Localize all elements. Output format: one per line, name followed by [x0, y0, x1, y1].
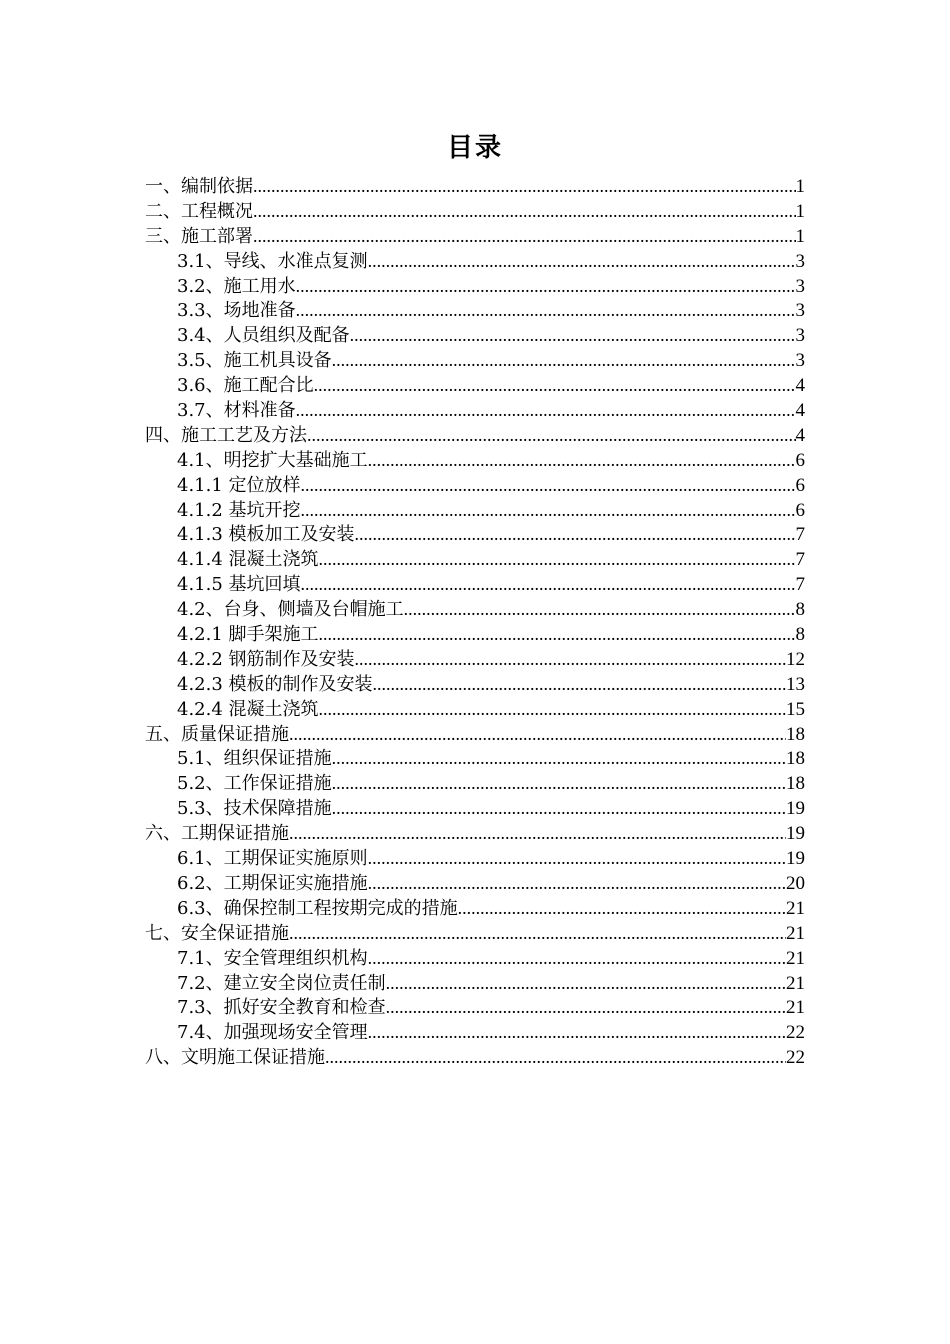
toc-entry-page-number: 3	[795, 250, 805, 272]
toc-entry[interactable]	[145, 896, 805, 921]
table-of-contents	[145, 174, 805, 1070]
toc-entry[interactable]	[145, 448, 805, 473]
toc-entry-label: 4.2.4 混凝土浇筑	[177, 698, 319, 720]
toc-entry[interactable]	[145, 871, 805, 896]
toc-entry-label: 三、施工部署	[145, 225, 253, 247]
page-title: 目录	[446, 133, 503, 163]
toc-entry-page-number: 7	[795, 574, 805, 596]
toc-entry-page-number: 21	[786, 897, 805, 919]
toc-entry-page-number: 4	[795, 424, 805, 446]
toc-entry[interactable]	[145, 995, 805, 1020]
toc-entry-label: 7.1、安全管理组织机构	[177, 947, 368, 969]
toc-entry[interactable]	[145, 722, 805, 747]
toc-entry-page-number: 22	[786, 1047, 805, 1069]
dot-leader	[319, 622, 796, 647]
toc-entry-page-number: 18	[786, 748, 805, 770]
toc-entry-label: 3.6、施工配合比	[177, 375, 314, 397]
toc-entry-label: 五、质量保证措施	[145, 723, 289, 745]
toc-entry[interactable]	[145, 547, 805, 572]
toc-entry-label: 3.7、材料准备	[177, 400, 296, 422]
dot-leader	[332, 796, 786, 821]
dot-leader	[355, 647, 786, 672]
toc-entry[interactable]	[145, 199, 805, 224]
toc-entry-page-number: 21	[786, 947, 805, 969]
toc-entry-label: 六、工期保证措施	[145, 823, 289, 845]
dot-leader	[368, 448, 796, 473]
dot-leader	[289, 821, 786, 846]
toc-entry-label: 7.4、加强现场安全管理	[177, 1022, 368, 1044]
toc-entry-page-number: 12	[786, 648, 805, 670]
toc-entry-page-number: 7	[795, 524, 805, 546]
toc-entry[interactable]	[145, 323, 805, 348]
toc-entry-label: 一、编制依据	[145, 176, 253, 197]
dot-leader	[332, 771, 786, 796]
dot-leader	[301, 498, 796, 523]
toc-entry-page-number: 22	[786, 1022, 805, 1044]
toc-entry-page-number: 4	[795, 375, 805, 397]
toc-entry[interactable]	[145, 174, 805, 199]
toc-entry-label: 3.2、施工用水	[177, 275, 296, 297]
toc-entry[interactable]	[145, 274, 805, 299]
toc-entry-page-number: 21	[786, 997, 805, 1019]
toc-entry-label: 6.2、工期保证实施措施	[177, 872, 368, 894]
toc-entry-page-number: 6	[795, 499, 805, 521]
toc-entry-label: 4.1.2 基坑开挖	[177, 499, 301, 521]
toc-entry[interactable]	[145, 398, 805, 423]
toc-entry-label: 4.2.1 脚手架施工	[177, 624, 319, 646]
toc-entry[interactable]	[145, 1020, 805, 1045]
dot-leader	[296, 274, 796, 299]
toc-entry-page-number: 4	[795, 400, 805, 422]
toc-entry-label: 七、安全保证措施	[145, 922, 289, 944]
dot-leader	[253, 224, 796, 249]
dot-leader	[368, 249, 796, 274]
toc-entry-page-number: 19	[786, 798, 805, 820]
toc-entry[interactable]	[145, 423, 805, 448]
toc-entry-label: 4.1.4 混凝土浇筑	[177, 549, 319, 571]
dot-leader	[325, 1045, 786, 1070]
toc-entry-label: 3.4、人员组织及配备	[177, 325, 350, 347]
toc-entry-label: 5.3、技术保障措施	[177, 798, 332, 820]
toc-entry[interactable]	[145, 572, 805, 597]
toc-entry-page-number: 6	[795, 474, 805, 496]
dot-leader	[368, 946, 786, 971]
toc-entry-page-number: 20	[786, 872, 805, 894]
dot-leader	[296, 398, 796, 423]
toc-entry-label: 4.1.3 模板加工及安装	[177, 524, 355, 546]
toc-entry-label: 4.2.3 模板的制作及安装	[177, 673, 373, 695]
dot-leader	[301, 473, 796, 498]
toc-entry[interactable]	[145, 473, 805, 498]
dot-leader	[373, 672, 786, 697]
toc-entry-page-number: 8	[795, 624, 805, 646]
toc-entry-label: 二、工程概况	[145, 200, 253, 222]
toc-entry[interactable]	[145, 921, 805, 946]
toc-entry-page-number: 7	[795, 549, 805, 571]
dot-leader	[319, 697, 786, 722]
toc-entry[interactable]	[145, 249, 805, 274]
dot-leader	[319, 547, 796, 572]
toc-entry-label: 6.3、确保控制工程按期完成的措施	[177, 897, 458, 919]
toc-entry-label: 八、文明施工保证措施	[145, 1047, 325, 1069]
dot-leader	[289, 921, 786, 946]
toc-entry-label: 4.1、明挖扩大基础施工	[177, 449, 368, 471]
toc-entry-label: 4.1.1 定位放样	[177, 474, 301, 496]
toc-entry[interactable]	[145, 672, 805, 697]
dot-leader	[355, 522, 796, 547]
toc-entry[interactable]	[145, 597, 805, 622]
toc-entry-page-number: 19	[786, 823, 805, 845]
toc-entry[interactable]	[145, 771, 805, 796]
dot-leader	[350, 323, 796, 348]
toc-entry-page-number: 8	[795, 599, 805, 621]
toc-entry[interactable]	[145, 298, 805, 323]
toc-entry-page-number: 19	[786, 848, 805, 870]
toc-entry[interactable]	[145, 348, 805, 373]
dot-leader	[332, 348, 796, 373]
toc-entry-page-number: 3	[795, 300, 805, 322]
toc-entry[interactable]	[145, 821, 805, 846]
dot-leader	[404, 597, 796, 622]
toc-entry[interactable]	[145, 373, 805, 398]
toc-entry-page-number: 1	[795, 200, 805, 222]
dot-leader	[301, 572, 796, 597]
toc-entry[interactable]	[145, 622, 805, 647]
toc-entry[interactable]	[145, 796, 805, 821]
dot-leader	[368, 1020, 786, 1045]
dot-leader	[386, 971, 786, 996]
toc-entry-page-number: 3	[795, 350, 805, 372]
toc-entry-page-number: 18	[786, 723, 805, 745]
toc-entry-label: 四、施工工艺及方法	[145, 424, 307, 446]
toc-entry[interactable]	[145, 224, 805, 249]
toc-entry[interactable]	[145, 647, 805, 672]
dot-leader	[253, 174, 796, 199]
toc-entry-label: 5.2、工作保证措施	[177, 773, 332, 795]
toc-entry-page-number: 13	[786, 673, 805, 695]
toc-entry[interactable]	[145, 1045, 805, 1070]
dot-leader	[458, 896, 786, 921]
toc-entry-label: 6.1、工期保证实施原则	[177, 848, 368, 870]
dot-leader	[386, 995, 786, 1020]
toc-entry-page-number: 21	[786, 922, 805, 944]
toc-entry-page-number: 3	[795, 275, 805, 297]
toc-entry-label: 3.5、施工机具设备	[177, 350, 332, 372]
toc-entry-page-number: 1	[795, 225, 805, 247]
toc-entry-page-number: 15	[786, 698, 805, 720]
toc-entry[interactable]	[145, 971, 805, 996]
dot-leader	[289, 722, 786, 747]
toc-entry[interactable]	[145, 846, 805, 871]
toc-entry-page-number: 3	[795, 325, 805, 347]
dot-leader	[253, 199, 796, 224]
dot-leader	[307, 423, 796, 448]
toc-entry-label: 3.1、导线、水准点复测	[177, 250, 368, 272]
dot-leader	[332, 746, 786, 771]
dot-leader	[296, 298, 796, 323]
toc-entry-page-number: 18	[786, 773, 805, 795]
toc-entry[interactable]	[145, 746, 805, 771]
toc-entry-label: 3.3、场地准备	[177, 300, 296, 322]
dot-leader	[368, 871, 786, 896]
toc-entry-label: 7.3、抓好安全教育和检查	[177, 997, 386, 1019]
toc-entry[interactable]	[145, 498, 805, 523]
toc-entry-label: 4.2.2 钢筋制作及安装	[177, 648, 355, 670]
dot-leader	[314, 373, 796, 398]
dot-leader	[368, 846, 786, 871]
toc-entry-page-number: 21	[786, 972, 805, 994]
toc-entry-label: 4.2、台身、侧墙及台帽施工	[177, 599, 404, 621]
toc-entry-page-number: 1	[795, 176, 805, 197]
toc-entry[interactable]	[145, 697, 805, 722]
toc-entry[interactable]	[145, 946, 805, 971]
toc-entry-label: 4.1.5 基坑回填	[177, 574, 301, 596]
toc-entry-label: 5.1、组织保证措施	[177, 748, 332, 770]
toc-entry[interactable]	[145, 522, 805, 547]
toc-entry-page-number: 6	[795, 449, 805, 471]
toc-entry-label: 7.2、建立安全岗位责任制	[177, 972, 386, 994]
